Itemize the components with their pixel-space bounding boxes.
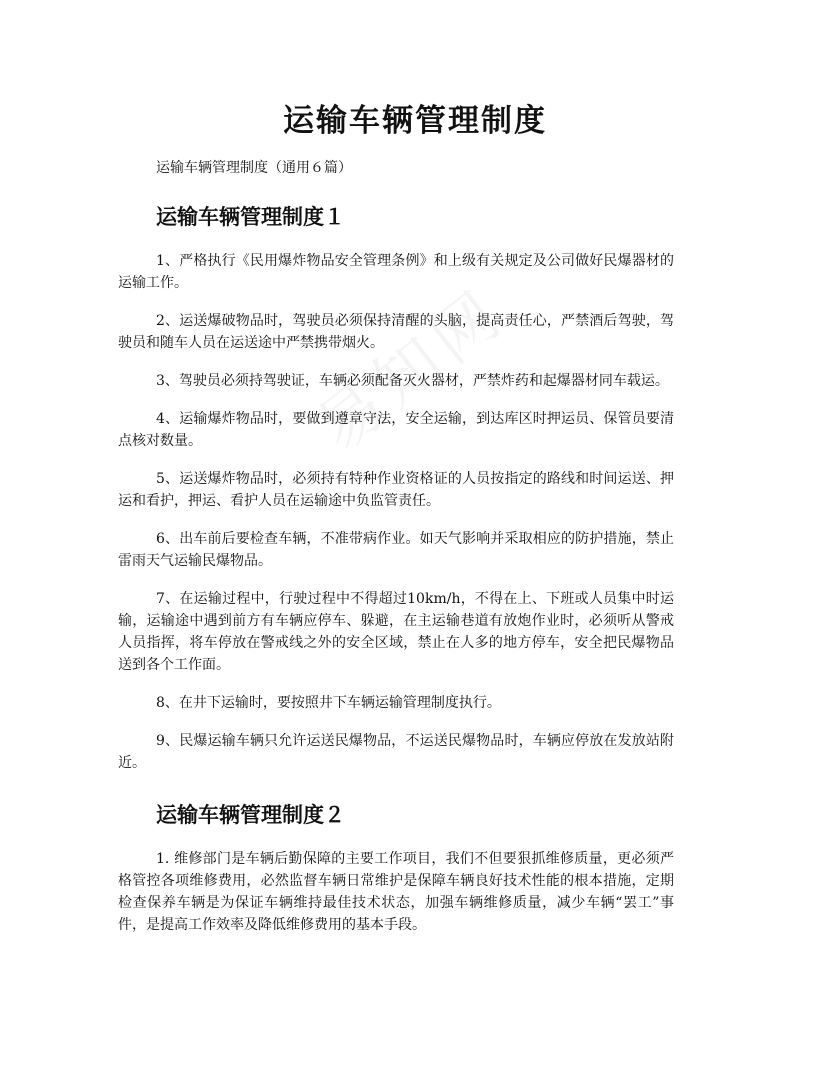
paragraph: 4、运输爆炸物品时，要做到遵章守法，安全运输，到达库区时押运员、保管员要清点核对数量。 [118, 411, 674, 449]
paragraph: 1. 维修部门是车辆后勤保障的主要工作项目，我们不但要狠抓维修质量，更必须严格管控各项维修费用，必然监督车辆日常维护是保障车辆良好技术性能的根本措施，定期检查保养车辆是为保证车辆维持最佳技术状态，加强车辆维修质量，减少车辆“罢工”事件，是提高工作效率及降低维修费用的基本手段。 [118, 851, 674, 933]
paragraph: 8、在井下运输时，要按照井下车辆运输管理制度执行。 [156, 695, 501, 711]
paragraph: 2、运送爆破物品时，驾驶员必须保持清醒的头脑，提高责任心，严禁酒后驾驶，驾驶员和随车人员在运送途中严禁携带烟火。 [118, 313, 674, 351]
document-subtitle: 运输车辆管理制度（通用６篇） [156, 160, 352, 176]
paragraph: 6、出车前后要检查车辆，不准带病作业。如天气影响并采取相应的防护措施，禁止雷雨天气运输民爆物品。 [118, 531, 674, 569]
paragraph: 1、严格执行《民用爆炸物品安全管理条例》和上级有关规定及公司做好民爆器材的运输工作。 [118, 253, 674, 291]
section-heading-2: 运输车辆管理制度２ [156, 802, 345, 827]
paragraph: 9、民爆运输车辆只允许运送民爆物品，不运送民爆物品时，车辆应停放在发放站附近。 [118, 733, 674, 771]
paragraph: 3、驾驶员必须持驾驶证，车辆必须配备灭火器材，严禁炸药和起爆器材同车载运。 [156, 373, 669, 389]
paragraph: 5、运送爆炸物品时，必须持有特种作业资格证的人员按指定的路线和时间运送、押运和看护，押运、看护人员在运输途中负监管责任。 [118, 471, 674, 509]
section-heading-1: 运输车辆管理制度１ [156, 204, 345, 229]
paragraph: 7、在运输过程中，行驶过程中不得超过10km/h，不得在上、下班或人员集中时运输，运输途中遇到前方有车辆应停车、躲避，在主运输巷道有放炮作业时，必须听从警戒人员指挥，将车停放在警戒线之外的安全区域，禁止在人多的地方停车，安全把民爆物品送到各个工作面。 [118, 591, 674, 673]
document-title: 运输车辆管理制度 [283, 103, 547, 139]
